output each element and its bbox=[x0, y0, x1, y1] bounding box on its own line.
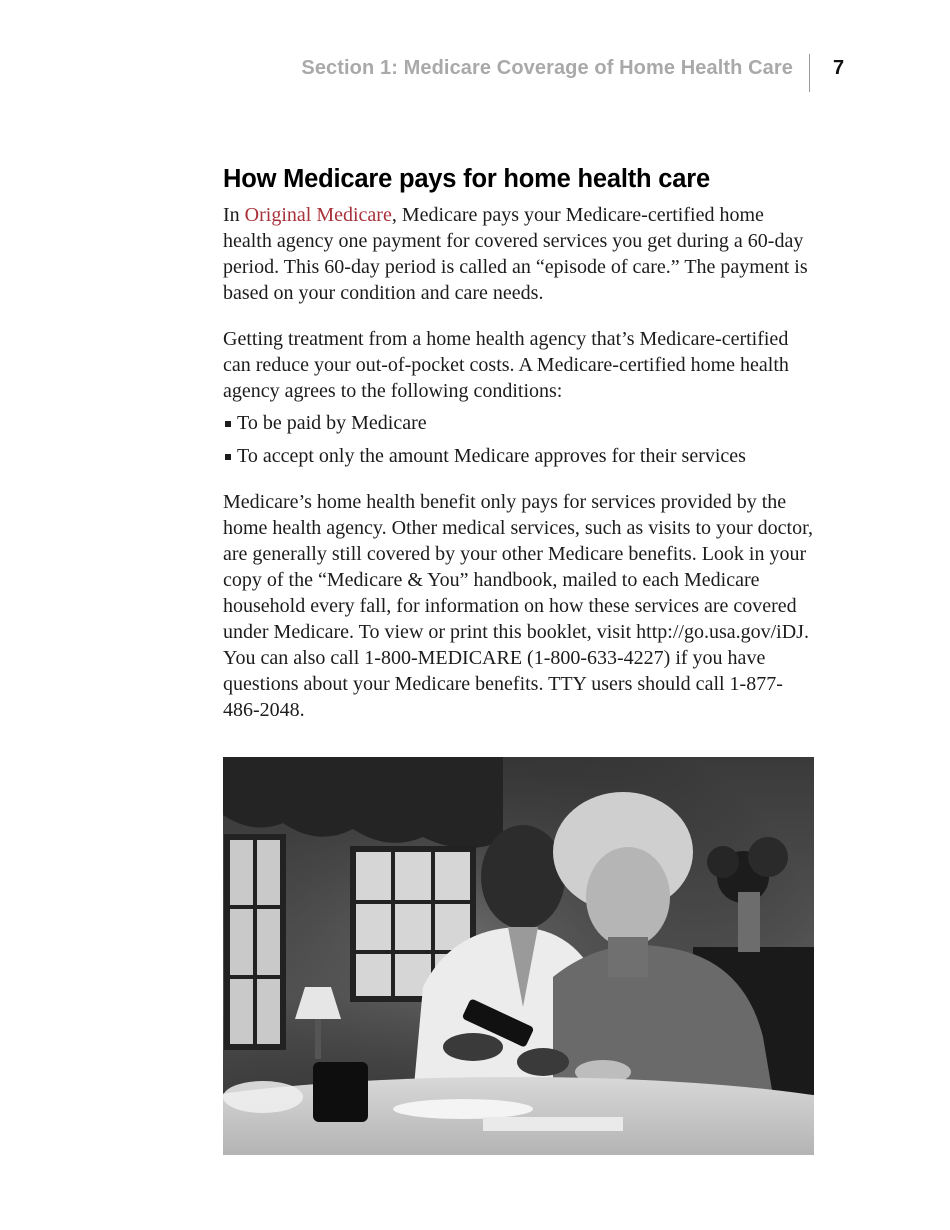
list-item-text: To accept only the amount Medicare approves for their services bbox=[237, 445, 746, 467]
paragraph-prefix: In bbox=[223, 204, 245, 226]
paragraph-payment-text: , Medicare pays your Medicare-certified home health agency one payment for covered services you get during a 60-day period. This 60-day period is called an “episode of care.” The payment is based on your condition and care needs. bbox=[223, 204, 808, 304]
paragraph-payment bbox=[223, 202, 815, 306]
bullet-icon bbox=[225, 421, 231, 427]
paragraph-benefits: Medicare’s home health benefit only pays for services provided by the home health agency. Other medical services, such as visits to your doctor, are generally still covered by your other Medicare benefits. Look in your copy of the “Medicare & You” handbook, mailed to each Medicare household every fall, for information on how these services are covered under Medicare. To view or print this booklet, visit http://go.usa.gov/iDJ. You can also call 1-800-MEDICARE (1-800-633-4227) if you have questions about your Medicare benefits. TTY users should call 1-877-486-2048. bbox=[223, 491, 813, 721]
caregiver-photo bbox=[223, 757, 814, 1155]
paragraph-certified: Getting treatment from a home health agency that’s Medicare-certified can reduce your out-of-pocket costs. A Medicare-certified home health agency agrees to the following conditions: bbox=[223, 328, 789, 402]
list-item bbox=[223, 443, 815, 469]
section-heading: How Medicare pays for home health care bbox=[223, 165, 710, 193]
original-medicare-link[interactable]: Original Medicare bbox=[244, 204, 392, 226]
conditions-list bbox=[223, 410, 815, 469]
running-head-section-title: Section 1: Medicare Coverage of Home Health Care bbox=[301, 57, 793, 79]
header-divider bbox=[809, 54, 810, 92]
list-item-text: To be paid by Medicare bbox=[237, 412, 427, 434]
page-number: 7 bbox=[833, 57, 845, 79]
bullet-icon bbox=[225, 454, 231, 460]
article-body bbox=[223, 160, 815, 723]
list-item bbox=[223, 410, 815, 436]
